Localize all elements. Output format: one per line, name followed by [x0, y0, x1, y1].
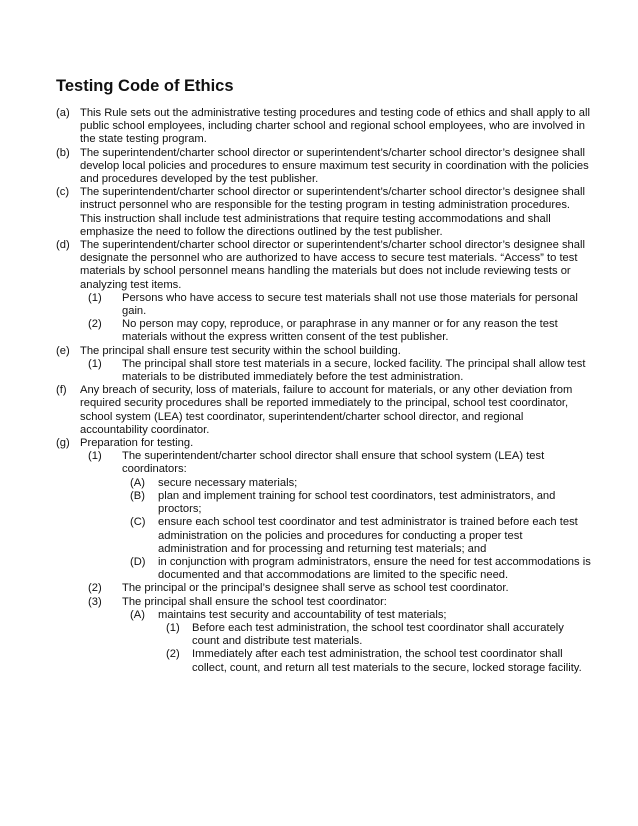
clause-g-1-b: [130, 490, 594, 516]
clause-text: The superintendent/charter school director or superintendent’s/charter school director’s designee shall develop local policies and procedures to ensure maximum test security in coordination with the policies and procedures developed by the test publisher.: [80, 146, 589, 186]
clause-label: (b): [56, 146, 70, 159]
clause-label: (B): [130, 489, 145, 502]
clause-g-1-c: [130, 516, 594, 556]
clause-label: (C): [130, 516, 146, 529]
clause-g: [56, 437, 594, 450]
clause-text: The superintendent/charter school director or superintendent’s/charter school director’s designee shall designate the personnel who are authorized to have access to secure test materials. “Access” to test materials by school personnel means handling the materials but does not include reviewing tests or analyzing test items.: [80, 239, 585, 291]
clause-label: (e): [56, 344, 70, 357]
clause-e: [56, 345, 594, 358]
clause-text: Any breach of security, loss of materials, failure to account for materials, or any other deviation from required security procedures shall be reported immediately to the principal, school test coordinator, school system (LEA) test coordinator, superintendent/charter school director, and regional accountability coordinator.: [80, 384, 573, 436]
clause-label: (D): [130, 555, 146, 568]
clause-label: (2): [88, 318, 102, 331]
clause-g-1-d: [130, 556, 594, 582]
clause-label: (2): [88, 582, 102, 595]
clause-text: The superintendent/charter school director shall ensure that school system (LEA) test coordinators:: [122, 450, 545, 476]
clause-text: plan and implement training for school test coordinators, test administrators, and proctors;: [158, 489, 556, 516]
clause-g-3-a-2: [166, 648, 594, 674]
clause-text: secure necessary materials;: [158, 476, 298, 489]
clause-label: (1): [88, 291, 102, 304]
document-title: Testing Code of Ethics: [56, 77, 234, 95]
clause-d: [56, 239, 594, 292]
clause-text: Preparation for testing.: [80, 437, 194, 450]
clause-label: (A): [130, 476, 145, 489]
clause-label: (d): [56, 239, 70, 252]
rule-list: [56, 107, 594, 675]
clause-label: (A): [130, 608, 145, 621]
clause-text: The superintendent/charter school director or superintendent’s/charter school director’s designee shall instruct personnel who are responsible for the testing program in testing administration procedures. This instruction shall include test administrations that require testing accommodations and shall emphasize the need to follow the directions outlined by the test publisher.: [80, 186, 585, 238]
clause-label: (f): [56, 384, 67, 397]
clause-text: maintains test security and accountability of test materials;: [158, 608, 447, 621]
clause-text: Immediately after each test administration, the school test coordinator shall collect, count, and return all test materials to the secure, locked storage facility.: [192, 648, 582, 674]
clause-b: [56, 147, 594, 187]
clause-g-1: [88, 450, 594, 476]
clause-text: This Rule sets out the administrative testing procedures and testing code of ethics and shall apply to all public school employees, including charter school and regional school employees, who are involved in the state testing program.: [80, 107, 590, 146]
clause-label: (3): [88, 595, 102, 608]
clause-label: (1): [88, 450, 102, 463]
clause-text: ensure each school test coordinator and test administrator is trained before each test administration on the policies and procedures for conducting a proper test administration and for processing and returning test materials; and: [158, 516, 578, 555]
clause-g-3: [88, 596, 594, 609]
clause-text: The principal shall ensure test security within the school building.: [80, 344, 401, 357]
clause-text: The principal shall ensure the school test coordinator:: [122, 595, 387, 608]
clause-label: (g): [56, 437, 70, 450]
clause-e-1: [88, 358, 594, 384]
clause-label: (c): [56, 186, 70, 199]
clause-g-1-a: [130, 477, 594, 490]
clause-c: [56, 186, 594, 239]
clause-text: Before each test administration, the school test coordinator shall accurately count and distribute test materials.: [192, 621, 564, 648]
clause-g-3-a: [130, 609, 594, 622]
clause-text: No person may copy, reproduce, or paraphrase in any manner or for any reason the test materials without the express written consent of the test publisher.: [122, 318, 558, 344]
clause-d-1: [88, 292, 594, 318]
clause-g-2: [88, 582, 594, 595]
clause-text: The principal shall store test materials in a secure, locked facility. The principal shall allow test materials to be distributed immediately before the test administration.: [122, 357, 586, 384]
clause-text: in conjunction with program administrators, ensure the need for test accommodations is documented and that accommodations are limited to the specific need.: [158, 555, 591, 582]
clause-f: [56, 384, 594, 437]
clause-label: (1): [166, 621, 180, 634]
clause-d-2: [88, 318, 594, 344]
clause-text: Persons who have access to secure test materials shall not use those materials for personal gain.: [122, 291, 578, 318]
clause-g-3-a-1: [166, 622, 594, 648]
clause-label: (1): [88, 357, 102, 370]
clause-a: [56, 107, 594, 147]
clause-text: The principal or the principal’s designee shall serve as school test coordinator.: [122, 582, 509, 595]
clause-label: (a): [56, 107, 70, 119]
clause-label: (2): [166, 648, 180, 661]
